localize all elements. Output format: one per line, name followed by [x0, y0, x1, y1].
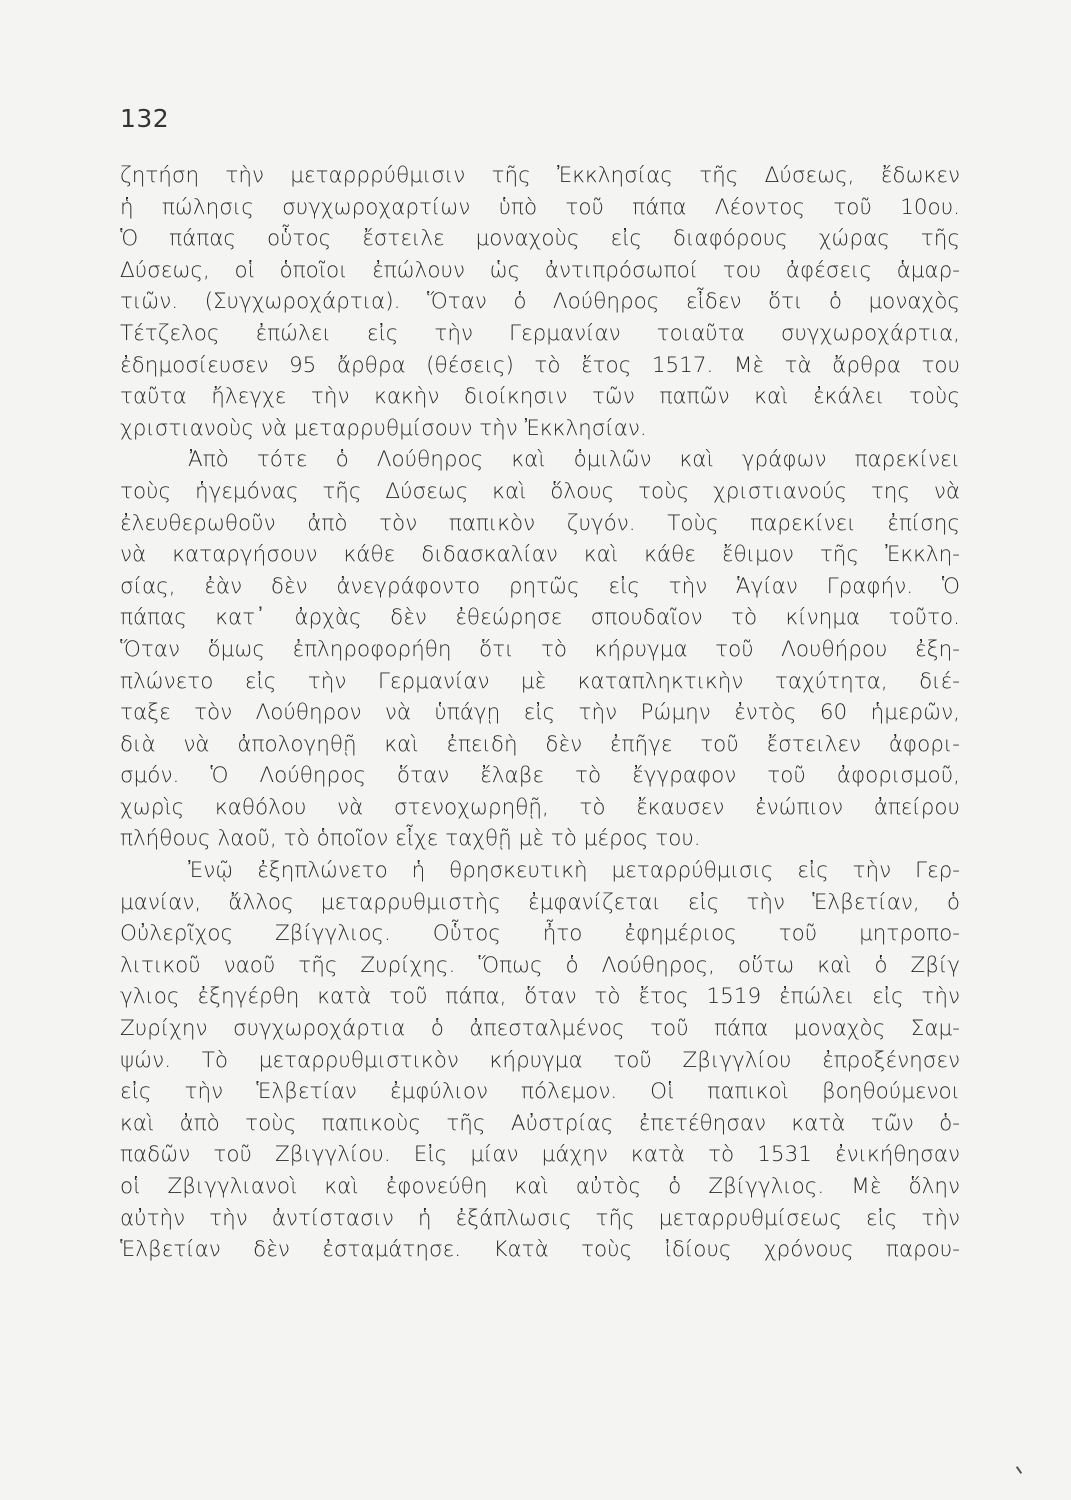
- text-line: σίας, ἐὰν δὲν ἀνεγράφοντο ρητῶς εἰς τὴν Ἁγίαν Γραφήν. Ὁ: [120, 573, 960, 599]
- text-line: λιτικοῦ ναοῦ τῆς Ζυρίχης. Ὅπως ὁ Λούθηρος, οὕτω καὶ ὁ Ζβίγ: [120, 952, 960, 978]
- text-line: οἱ Ζβιγγλιανοὶ καὶ ἐφονεύθη καὶ αὐτὸς ὁ Ζβίγγλιος. Μὲ ὅλην: [120, 1174, 960, 1199]
- text-line: χωρὶς καθόλου νὰ στενοχωρηθῇ, τὸ ἔκαυσεν ἐνώπιον ἀπείρου: [120, 794, 960, 820]
- text-line: ταξε τὸν Λούθηρον νὰ ὑπάγῃ εἰς τὴν Ρώμην ἐντὸς 60 ἡμερῶν,: [120, 700, 960, 726]
- text-line: ἐδημοσίευσεν 95 ἄρθρα (θέσεις) τὸ ἔτος 1517. Μὲ τὰ ἄρθρα του: [120, 352, 960, 378]
- text-line: Οὐλερῖχος Ζβίγγλιος. Οὗτος ἦτο ἐφημέριος τοῦ μητροπο-: [120, 921, 960, 947]
- ink-mark: [1016, 1466, 1022, 1474]
- text-line: Ὅταν ὅμως ἐπληροφορήθη ὅτι τὸ κήρυγμα τοῦ Λουθήρου ἐξη-: [120, 636, 960, 662]
- text-line: ζητήση τὴν μεταρρρύθμισιν τῆς Ἐκκλησίας τῆς Δύσεως, ἔδωκεν: [120, 163, 960, 188]
- text-line: διὰ νὰ ἀπολογηθῇ καὶ ἐπειδὴ δὲν ἐπῆγε τοῦ ἔστειλεν ἀφορι-: [120, 731, 960, 757]
- text-line: ἐλευθερωθοῦν ἀπὸ τὸν παπικὸν ζυγόν. Τοὺς παρεκίνει ἐπίσης: [120, 510, 960, 536]
- text-line: εἰς τὴν Ἑλβετίαν ἐμφύλιον πόλεμον. Οἱ παπικοὶ βοηθούμενοι: [120, 1079, 960, 1105]
- text-line: νὰ καταργήσουν κάθε διδασκαλίαν καὶ κάθε ἔθιμον τῆς Ἐκκλη-: [120, 542, 960, 568]
- text-line: Ὁ πάπας οὗτος ἔστειλε μοναχοὺς εἰς διαφόρους χώρας τῆς: [120, 226, 960, 252]
- text-line: Δύσεως, οἱ ὁποῖοι ἐπώλουν ὡς ἀντιπρόσωποί του ἀφέσεις ἁμαρ-: [120, 257, 960, 283]
- text-line: σμόν. Ὁ Λούθηρος ὅταν ἔλαβε τὸ ἔγγραφον τοῦ ἀφορισμοῦ,: [120, 763, 960, 789]
- text-line: Ἀπὸ τότε ὁ Λούθηρος καὶ ὁμιλῶν καὶ γράφων παρεκίνει: [188, 447, 960, 473]
- text-line: ταῦτα ἤλεγχε τὴν κακὴν διοίκησιν τῶν παπῶν καὶ ἐκάλει τοὺς: [120, 384, 960, 410]
- text-line: χριστιανοὺς νὰ μεταρρυθμίσουν τὴν Ἐκκλησίαν.: [120, 415, 647, 441]
- text-line: πλώνετο εἰς τὴν Γερμανίαν μὲ καταπληκτικὴν ταχύτητα, διέ-: [120, 668, 960, 694]
- text-line: ἡ πώλησις συγχωροχαρτίων ὑπὸ τοῦ πάπα Λέοντος τοῦ 10ου.: [120, 194, 960, 220]
- text-line: τιῶν. (Συγχωροχάρτια). Ὅταν ὁ Λούθηρος εἶδεν ὅτι ὁ μοναχὸς: [120, 289, 960, 315]
- text-line: τοὺς ἡγεμόνας τῆς Δύσεως καὶ ὅλους τοὺς χριστιανούς της νὰ: [120, 478, 960, 504]
- text-line: πάπας κατ᾽ ἀρχὰς δὲν ἐθεώρησε σπουδαῖον τὸ κίνημα τοῦτο.: [120, 605, 960, 631]
- text-line: καὶ ἀπὸ τοὺς παπικοὺς τῆς Αὐστρίας ἐπετέθησαν κατὰ τῶν ὁ-: [120, 1110, 960, 1136]
- text-line: Τέτζελος ἐπώλει εἰς τὴν Γερμανίαν τοιαῦτα συγχωροχάρτια,: [120, 320, 960, 346]
- page-number: 132: [120, 104, 170, 133]
- text-line: αὐτὴν τὴν ἀντίστασιν ἡ ἐξάπλωσις τῆς μεταρρυθμίσεως εἰς τὴν: [120, 1205, 960, 1231]
- text-line: πλήθους λαοῦ, τὸ ὁποῖον εἶχε ταχθῇ μὲ τὸ μέρος του.: [120, 826, 701, 852]
- text-line: Ἐνῷ ἐξηπλώνετο ἡ θρησκευτικὴ μεταρρύθμισις εἰς τὴν Γερ-: [188, 858, 960, 884]
- text-line: μανίαν, ἄλλος μεταρρυθμιστὴς ἐμφανίζεται εἰς τὴν Ἑλβετίαν, ὁ: [120, 889, 960, 915]
- text-line: ψών. Τὸ μεταρρυθμιστικὸν κήρυγμα τοῦ Ζβιγγλίου ἐπροξένησεν: [120, 1047, 960, 1073]
- text-line: παδῶν τοῦ Ζβιγγλίου. Εἰς μίαν μάχην κατὰ τὸ 1531 ἐνικήθησαν: [120, 1142, 960, 1168]
- text-line: γλιος ἐξηγέρθη κατὰ τοῦ πάπα, ὅταν τὸ ἔτος 1519 ἐπώλει εἰς τὴν: [120, 984, 960, 1010]
- text-line: Ἑλβετίαν δὲν ἐσταμάτησε. Κατὰ τοὺς ἰδίους χρόνους παρου-: [120, 1237, 960, 1263]
- text-line: Ζυρίχην συγχωροχάρτια ὁ ἀπεσταλμένος τοῦ πάπα μοναχὸς Σαμ-: [120, 1016, 960, 1042]
- body-text: [120, 160, 960, 1266]
